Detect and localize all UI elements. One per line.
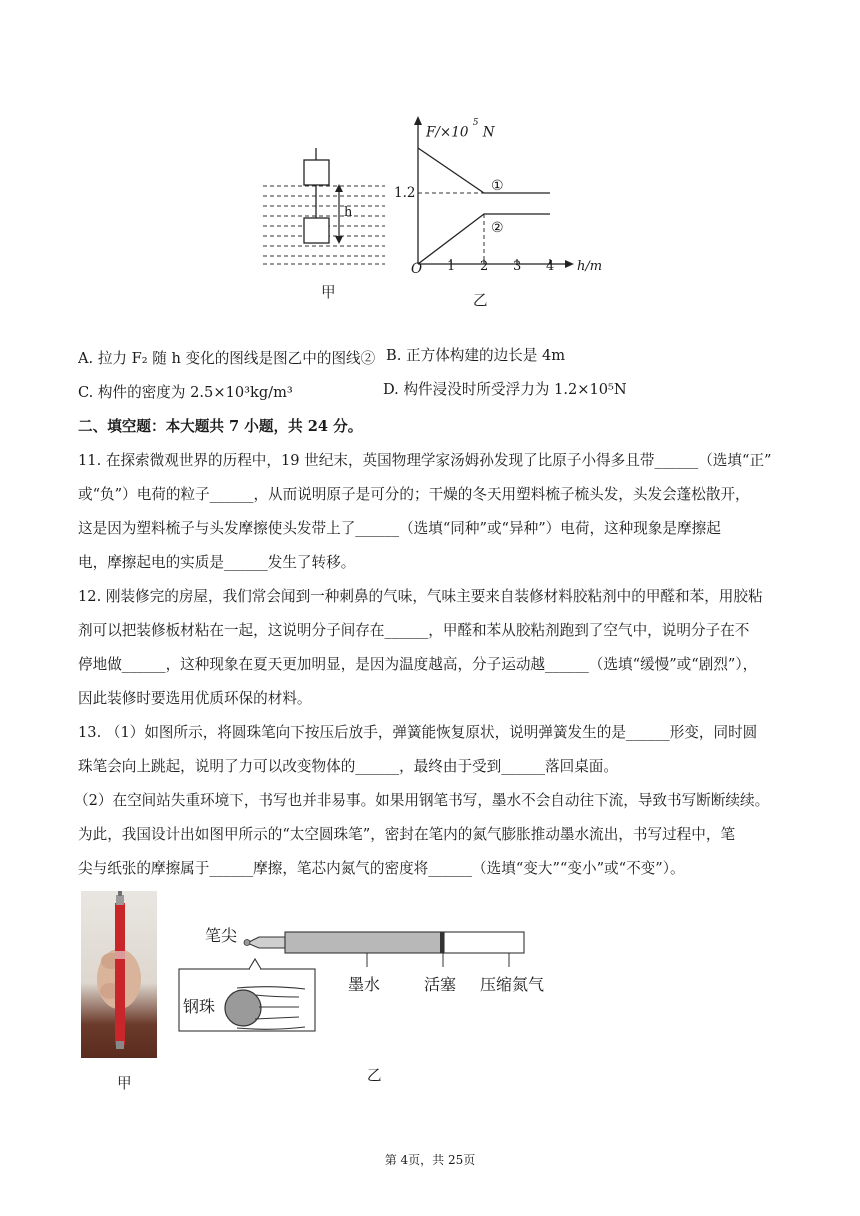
- y-axis-exponent: 5: [472, 118, 479, 128]
- pen-photo-illustration: [81, 891, 157, 1058]
- y-axis-unit: N: [482, 124, 495, 141]
- steel-ball-label: 钢珠: [183, 997, 216, 1016]
- origin-label: O: [411, 261, 423, 277]
- ink-label: 墨水: [348, 975, 381, 994]
- q11-line-2: 或“负”）电荷的粒子______，从而说明原子是可分的；干燥的冬天用塑料梳子梳头发，头发会蓬松散开，: [78, 486, 750, 503]
- section-title: 二、填空题：本大题共 7 小题，共 24 分。: [78, 418, 363, 435]
- figure-yi-label: 乙: [473, 292, 488, 309]
- q13-line-4: 为此，我国设计出如图甲所示的“太空圆珠笔”，密封在笔内的氮气膨胀推动墨水流出，书写过程中，笔: [78, 826, 736, 843]
- q12-line-4: 因此装修时要选用优质环保的材料。: [78, 690, 312, 707]
- q12-line-1: 12. 刚装修完的房屋，我们常会闻到一种刺鼻的气味，气味主要来自装修材料胶粘剂中的甲醛和苯，用胶粘: [78, 588, 763, 605]
- q13-line-1: 13. （1）如图所示，将圆珠笔向下按压后放手，弹簧能恢复原状，说明弹簧发生的是______形变，同时圆: [78, 724, 758, 741]
- figure-yi-graph: [390, 110, 620, 280]
- q12-line-2: 剂可以把装修板材粘在一起，这说明分子间存在______，甲醛和苯从胶粘剂跑到了空气中，说明分子在不: [78, 622, 750, 639]
- q11-line-1: 11. 在探索微观世界的历程中，19 世纪末，英国物理学家汤姆孙发现了比原子小得多且带______（选填“正”: [78, 452, 772, 469]
- pen-diagram-label: 乙: [367, 1067, 382, 1084]
- curve-label-2: ②: [491, 220, 504, 236]
- option-c: C. 构件的密度为 2.5×10³kg/m³: [78, 384, 293, 401]
- x-tick-2: 2: [480, 259, 489, 274]
- x-tick-3: 3: [513, 259, 522, 274]
- pen-photo-label: 甲: [117, 1075, 132, 1092]
- piston-label: 活塞: [424, 975, 457, 994]
- h-label: h: [344, 205, 353, 220]
- y-tick-1-2: 1.2: [394, 185, 416, 201]
- curve-label-1: ①: [491, 178, 504, 194]
- q12-line-3: 停地做______，这种现象在夏天更加明显，是因为温度越高，分子运动越______（选填“缓慢”或“剧烈”），: [78, 656, 758, 673]
- pen-tip-label: 笔尖: [205, 926, 238, 945]
- pen-photo: [81, 891, 157, 1058]
- page-footer: 第 4页，共 25页: [384, 1153, 476, 1167]
- x-tick-1: 1: [447, 259, 456, 274]
- q13-line-3: （2）在空间站失重环境下，书写也并非易事。如果用钢笔书写，墨水不会自动往下流，导致书写断断续续。: [74, 792, 770, 809]
- q13-line-5: 尖与纸张的摩擦属于______摩擦，笔芯内氮气的密度将______（选填“变大”“变小”或“不变”）。: [78, 860, 685, 877]
- q11-line-4: 电，摩擦起电的实质是______发生了转移。: [78, 554, 356, 571]
- figure-jia-water-diagram: [255, 148, 395, 273]
- option-b: B. 正方体构建的边长是 4m: [386, 347, 566, 364]
- y-axis-label: [426, 120, 495, 142]
- y-axis-text: F/×10: [426, 124, 469, 141]
- x-axis-label: h/m: [577, 259, 603, 274]
- option-a: A. 拉力 F₂ 随 h 变化的图线是图乙中的图线②: [78, 350, 376, 367]
- compressed-gas-label: 压缩氮气: [480, 975, 545, 994]
- figure-jia-label: 甲: [321, 284, 336, 301]
- q11-line-3: 这是因为塑料梳子与头发摩擦使头发带上了______（选填“同种”或“异种”）电荷，这种现象是摩擦起: [78, 520, 721, 537]
- q13-line-2: 珠笔会向上跳起，说明了力可以改变物体的______，最终由于受到______落回桌面。: [78, 758, 618, 775]
- option-d: D. 构件浸没时所受浮力为 1.2×10⁵N: [383, 381, 627, 398]
- x-tick-4: 4: [546, 259, 555, 274]
